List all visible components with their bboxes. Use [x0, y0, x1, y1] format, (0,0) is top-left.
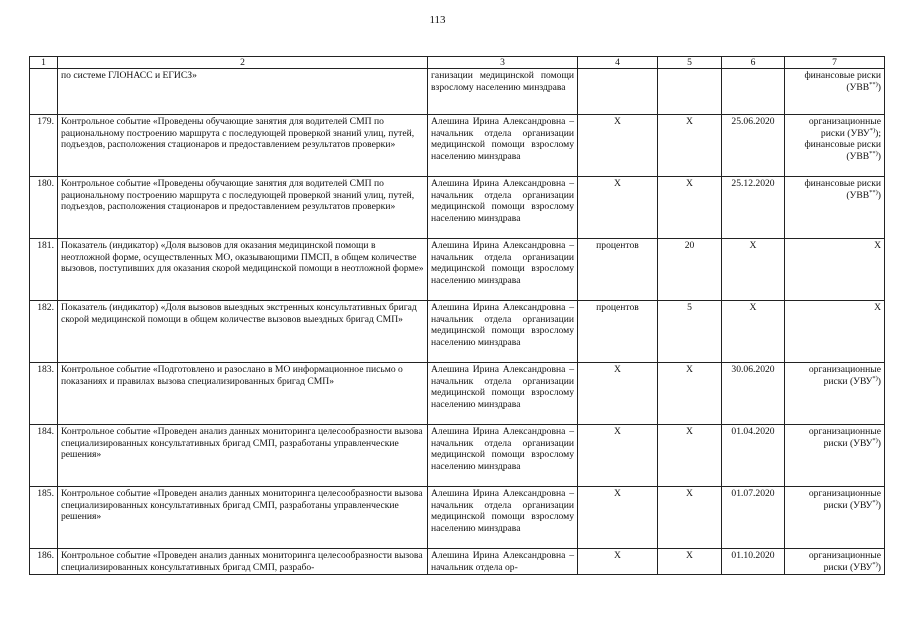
- unit-cell: Х: [578, 177, 658, 239]
- row-number: 183.: [30, 363, 58, 425]
- risk-text: организационные риски (УВУ: [808, 116, 881, 139]
- risk-cell: [785, 177, 885, 239]
- row-number: 179.: [30, 115, 58, 177]
- risk-closing: ): [877, 81, 881, 93]
- responsible-person: Алешина Ирина Александровна – начальник отдела организации медицинской помощи взрослому населению минздрава: [428, 239, 578, 301]
- table-row: [30, 69, 885, 115]
- risk-footnote-mark: *): [872, 498, 878, 506]
- risk-cell: [785, 487, 885, 549]
- risk-entry: [788, 550, 881, 573]
- deadline-date: 01.07.2020: [722, 487, 785, 549]
- risk-text: организационные риски (УВУ: [808, 550, 881, 573]
- value-cell: 5: [658, 301, 722, 363]
- unit-cell: Х: [578, 363, 658, 425]
- risk-footnote-mark: *): [872, 560, 878, 568]
- value-cell: Х: [658, 425, 722, 487]
- risk-cell: [785, 69, 885, 115]
- event-description: Контрольное событие «Проведен анализ данных мониторинга целесообразности вызова специализированных консультативных бригад СМП, разработаны управленческие решения»: [58, 425, 428, 487]
- risk-closing: ): [877, 499, 881, 511]
- event-description: Показатель (индикатор) «Доля вызовов для оказания медицинской помощи в неотложной форме, осуществленных МО, оказывающими ПМСП, в общем количестве вызовов, поступивших для оказания скорой медицинской помощи в неотложной форме»: [58, 239, 428, 301]
- column-number: 4: [578, 57, 658, 69]
- risk-cell: [785, 115, 885, 177]
- risk-closing: ): [877, 189, 881, 201]
- responsible-person: Алешина Ирина Александровна – начальник отдела организации медицинской помощи взрослому населению минздрава: [428, 487, 578, 549]
- row-number: 181.: [30, 239, 58, 301]
- deadline-date: 25.12.2020: [722, 177, 785, 239]
- event-description: Контрольное событие «Проведен анализ данных мониторинга целесообразности вызова специализированных консультативных бригад СМП, разработаны управленческие решения»: [58, 487, 428, 549]
- responsible-person: Алешина Ирина Александровна – начальник отдела организации медицинской помощи взрослому населению минздрава: [428, 425, 578, 487]
- responsible-person: Алешина Ирина Александровна – начальник отдела организации медицинской помощи взрослому населению минздрава: [428, 115, 578, 177]
- deadline-date: 01.04.2020: [722, 425, 785, 487]
- event-description: Показатель (индикатор) «Доля вызовов выездных экстренных консультативных бригад скорой медицинской помощи в общем количестве вызовов выездных бригад СМП»: [58, 301, 428, 363]
- risk-footnote-mark: *): [872, 436, 878, 444]
- row-number: 185.: [30, 487, 58, 549]
- unit-cell: процентов: [578, 239, 658, 301]
- risk-entry: [788, 302, 881, 314]
- risk-entry: [788, 70, 881, 93]
- responsible-person: Алешина Ирина Александровна – начальник отдела организации медицинской помощи взрослому населению минздрава: [428, 363, 578, 425]
- column-number: 5: [658, 57, 722, 69]
- column-number: 6: [722, 57, 785, 69]
- risk-text: организационные риски (УВУ: [808, 488, 881, 511]
- column-number: 2: [58, 57, 428, 69]
- table-row: [30, 549, 885, 575]
- risk-closing: ): [877, 437, 881, 449]
- column-number-row: [30, 57, 885, 69]
- risk-text: организационные риски (УВУ: [808, 426, 881, 449]
- risk-cell: [785, 425, 885, 487]
- risk-footnote-mark: **): [869, 188, 878, 196]
- table-row: [30, 487, 885, 549]
- row-number: [30, 69, 58, 115]
- responsible-person: Алешина Ирина Александровна – начальник отдела ор-: [428, 549, 578, 575]
- risk-closing: ): [877, 561, 881, 573]
- table-row: [30, 177, 885, 239]
- column-number: 1: [30, 57, 58, 69]
- unit-cell: Х: [578, 425, 658, 487]
- risk-footnote-mark: *): [869, 126, 876, 134]
- risk-entry: [788, 139, 881, 162]
- responsible-person: Алешина Ирина Александровна – начальник отдела организации медицинской помощи взрослому населению минздрава: [428, 177, 578, 239]
- deadline-date: 01.10.2020: [722, 549, 785, 575]
- deadline-date: 25.06.2020: [722, 115, 785, 177]
- event-description: Контрольное событие «Проведены обучающие занятия для водителей СМП по рациональному построению маршрута с последующей проверкой знаний улиц, путей, подъездов, расположения стационаров и предоставлением результатов проверки»: [58, 177, 428, 239]
- row-number: 186.: [30, 549, 58, 575]
- row-number: 184.: [30, 425, 58, 487]
- table-body: [30, 69, 885, 575]
- event-description: Контрольное событие «Проведены обучающие занятия для водителей СМП по рациональному построению маршрута с последующей проверкой знаний улиц, путей, подъездов, расположения стационаров и предоставлением результатов проверки»: [58, 115, 428, 177]
- risk-entry: [788, 178, 881, 201]
- risk-cell: [785, 301, 885, 363]
- risk-closing: ): [877, 150, 881, 162]
- risk-cell: [785, 363, 885, 425]
- risk-footnote-mark: **): [869, 80, 878, 88]
- row-number: 180.: [30, 177, 58, 239]
- risk-footnote-mark: **): [869, 149, 878, 157]
- value-cell: Х: [658, 549, 722, 575]
- risk-entry: [788, 364, 881, 387]
- risk-entry: [788, 488, 881, 511]
- event-description: по системе ГЛОНАСС и ЕГИСЗ»: [58, 69, 428, 115]
- risk-entry: [788, 116, 881, 139]
- deadline-date: 30.06.2020: [722, 363, 785, 425]
- responsible-person: Алешина Ирина Александровна – начальник отдела организации медицинской помощи взрослому населению минздрава: [428, 301, 578, 363]
- unit-cell: [578, 69, 658, 115]
- column-number: 3: [428, 57, 578, 69]
- risk-cell: [785, 549, 885, 575]
- event-description: Контрольное событие «Проведен анализ данных мониторинга целесообразности вызова специализированных консультативных бригад СМП, разрабо-: [58, 549, 428, 575]
- risk-entry: [788, 426, 881, 449]
- page-number: 113: [429, 14, 446, 26]
- value-cell: Х: [658, 115, 722, 177]
- deadline-date: Х: [722, 301, 785, 363]
- row-number: 182.: [30, 301, 58, 363]
- value-cell: Х: [658, 487, 722, 549]
- risk-text: организационные риски (УВУ: [808, 364, 881, 387]
- value-cell: 20: [658, 239, 722, 301]
- risk-footnote-mark: *): [872, 374, 878, 382]
- deadline-date: [722, 69, 785, 115]
- column-number: 7: [785, 57, 885, 69]
- unit-cell: Х: [578, 115, 658, 177]
- unit-cell: Х: [578, 549, 658, 575]
- risk-closing: ): [877, 375, 881, 387]
- unit-cell: Х: [578, 487, 658, 549]
- risk-text: Х: [874, 302, 881, 313]
- risk-closing: );: [875, 127, 881, 139]
- value-cell: Х: [658, 363, 722, 425]
- table-row: [30, 363, 885, 425]
- risk-text: финансовые риски (УВВ: [804, 139, 881, 162]
- responsible-person: ганизации медицинской помощи взрослому населению минздрава: [428, 69, 578, 115]
- risk-text: Х: [874, 240, 881, 251]
- value-cell: Х: [658, 177, 722, 239]
- table-row: [30, 425, 885, 487]
- table-row: [30, 239, 885, 301]
- risk-cell: [785, 239, 885, 301]
- risk-text: финансовые риски (УВВ: [804, 70, 881, 93]
- table-row: [30, 301, 885, 363]
- value-cell: [658, 69, 722, 115]
- plan-table: [29, 56, 885, 575]
- risk-entry: [788, 240, 881, 252]
- deadline-date: Х: [722, 239, 785, 301]
- table-row: [30, 115, 885, 177]
- event-description: Контрольное событие «Подготовлено и разослано в МО информационное письмо о показаниях и правилах вызова специализированных бригад СМП»: [58, 363, 428, 425]
- unit-cell: процентов: [578, 301, 658, 363]
- risk-text: финансовые риски (УВВ: [804, 178, 881, 201]
